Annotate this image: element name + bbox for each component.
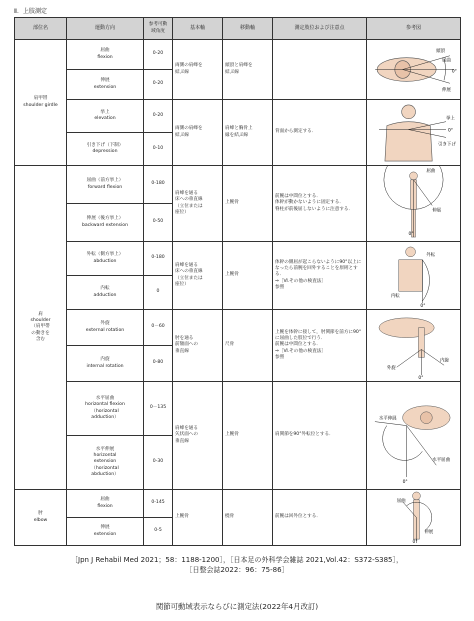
notes-cell: 上腕を体幹に接して，肘関節を前方に90°に屈曲した肢位で行う． 前腕は中間位とする． ⇒［Ⅵ.その他の検査法］ 参照 [273, 310, 367, 382]
reference-line: ［Jpn J Rehabil Med 2021；58：1188-1200］，［日本足の外科学会雑誌 2021,Vol.42：S372-S385］， [71, 556, 403, 564]
figure-label: 0° [418, 376, 424, 381]
rom-table [14, 17, 461, 546]
rom-cell: 0-145 [144, 490, 173, 518]
rom-cell: 0 [144, 276, 173, 310]
side-body-figure [367, 166, 460, 241]
front-body-figure [367, 242, 460, 309]
moving-axis-cell: 肩峰と胸骨上 縁を結ぶ線 [223, 100, 273, 166]
rom-cell: 0-30 [144, 436, 173, 490]
moving-axis-cell: 頭頂と肩峰を 結ぶ線 [223, 40, 273, 100]
motion-cell: 屈曲 flexion [67, 490, 144, 518]
motion-cell: 伸展（後方挙上） backward extension [67, 204, 144, 242]
notes-cell: 体幹の側屈が起こらないように90°以上になったら前腕を回外することを原則とする． ⇒［Ⅵ.その他の検査法］ 参照 [273, 242, 367, 310]
basic-axis-cell: 肘を通る 前額面への 垂直線 [173, 310, 223, 382]
moving-axis-cell: 橈骨 [223, 490, 273, 546]
reference-line: ［日整会誌2022：96：75-86］ [185, 566, 289, 575]
figure-elbow [367, 490, 461, 546]
motion-cell: 水平伸展 horizontal extension （horizontal abduction） [67, 436, 144, 490]
table-header-row [15, 18, 461, 40]
motion-cell: 内転 adduction [67, 276, 144, 310]
motion-cell: 伸展 extension [67, 70, 144, 100]
figure-sg-elevation [367, 100, 461, 166]
top-view-horizontal-figure [367, 382, 460, 489]
figure-shoulder-abduction [367, 242, 461, 310]
figure-label: 伸展 [432, 208, 442, 214]
rom-cell: 0-80 [144, 346, 173, 382]
header-figure: 参考図 [367, 18, 461, 40]
moving-axis-cell: 上腕骨 [223, 242, 273, 310]
figure-label: 内転 [390, 294, 400, 300]
top-view-shoulder-figure [367, 40, 460, 99]
figure-label: 0° [412, 540, 418, 545]
figure-label: 頭頂 [436, 48, 445, 54]
rom-cell: 0-20 [144, 40, 173, 70]
figure-label: 内旋 [440, 358, 449, 364]
basic-axis-cell: 上腕骨 [173, 490, 223, 546]
figure-sg-flexion [367, 40, 461, 100]
rom-cell: 0-180 [144, 166, 173, 204]
motion-cell: 屈曲（前方挙上） forward flexion [67, 166, 144, 204]
notes-cell [273, 40, 367, 100]
header-rom: 参考可動 域角度 [144, 18, 173, 40]
part-elbow: 肘 elbow [15, 490, 67, 546]
rom-cell: 0－60 [144, 310, 173, 346]
table-row [15, 100, 461, 133]
header-motion: 運動方向 [67, 18, 144, 40]
torso-back-figure [367, 100, 460, 165]
figure-label: 0° [420, 304, 426, 309]
figure-label: 屈曲 [442, 58, 451, 64]
rom-cell: 0-180 [144, 242, 173, 276]
table-row [15, 166, 461, 204]
figure-label: 0° [402, 479, 408, 485]
notes-cell: 肩関節を90°外転位とする． [273, 382, 367, 490]
table-row [15, 310, 461, 346]
figure-label: 引き下げ [438, 142, 456, 148]
figure-label: 0° [408, 232, 414, 238]
rom-cell: 0－135 [144, 382, 173, 436]
header-basic-axis: 基本軸 [173, 18, 223, 40]
table-row [15, 242, 461, 276]
figure-label: 水平屈曲 [432, 458, 451, 464]
motion-cell: 挙上 elevation [67, 100, 144, 133]
rom-cell: 0-50 [144, 204, 173, 242]
side-arm-figure [367, 490, 460, 545]
motion-cell: 水平屈曲 horizontal flexion （horizontal adduction） [67, 382, 144, 436]
figure-label: 0° [447, 128, 453, 134]
rom-cell: 0-5 [144, 518, 173, 546]
basic-axis-cell: 両側の肩峰を 結ぶ線 [173, 40, 223, 100]
figure-label: 0° [451, 69, 457, 75]
basic-axis-cell: 両側の肩峰を 結ぶ線 [173, 100, 223, 166]
motion-cell: 引き下げ（下制） depression [67, 133, 144, 166]
figure-label: 伸展 [424, 530, 434, 536]
figure-shoulder-horizontal [367, 382, 461, 490]
motion-cell: 外転（側方挙上） abduction [67, 242, 144, 276]
moving-axis-cell: 上腕骨 [223, 382, 273, 490]
motion-cell: 内旋 internal rotation [67, 346, 144, 382]
table-row [15, 40, 461, 70]
section-title: Ⅱ．上肢測定 [14, 8, 47, 15]
figure-label: 伸展 [442, 88, 451, 94]
header-moving-axis: 移動軸 [223, 18, 273, 40]
motion-cell: 伸展 extension [67, 518, 144, 546]
notes-cell: 前腕は回外位とする． [273, 490, 367, 546]
notes-cell: 前腕は中間位とする． 体幹が動かないように固定する． 脊柱が前後屈しないように注意する． [273, 166, 367, 242]
figure-label: 挙上 [446, 116, 455, 122]
header-notes: 測定肢位および注意点 [273, 18, 367, 40]
document-title: 関節可動域表示ならびに測定法(2022年4月改訂) [155, 602, 319, 611]
basic-axis-cell: 肩峰を通る 床への垂直線 （立位または 座位） [173, 242, 223, 310]
rom-cell: 0-20 [144, 100, 173, 133]
part-shoulder-girdle: 肩甲帯 shoulder girdle [15, 40, 67, 166]
motion-cell: 外旋 external rotation [67, 310, 144, 346]
references [0, 555, 474, 575]
figure-label: 屈曲 [426, 168, 436, 174]
rom-cell: 0-10 [144, 133, 173, 166]
figure-label: 外旋 [386, 366, 396, 372]
moving-axis-cell: 尺骨 [223, 310, 273, 382]
table-row [15, 382, 461, 436]
figure-label: 水平伸展 [378, 416, 397, 422]
notes-cell: 背面から測定する． [273, 100, 367, 166]
basic-axis-cell: 肩峰を通る 矢状面への 垂直線 [173, 382, 223, 490]
header-part: 部位名 [15, 18, 67, 40]
basic-axis-cell: 肩峰を通る 床への垂直線 （立位または 座位） [173, 166, 223, 242]
motion-cell: 屈曲 flexion [67, 40, 144, 70]
part-shoulder: 肩 shoulder （肩甲帯 の動きを 含む [15, 166, 67, 490]
rom-cell: 0-20 [144, 70, 173, 100]
moving-axis-cell: 上腕骨 [223, 166, 273, 242]
table-row [15, 490, 461, 518]
figure-shoulder-rotation [367, 310, 461, 382]
top-view-arm-figure [367, 310, 460, 381]
figure-shoulder-flexion [367, 166, 461, 242]
figure-label: 屈曲 [396, 498, 406, 504]
figure-label: 外転 [426, 252, 436, 258]
